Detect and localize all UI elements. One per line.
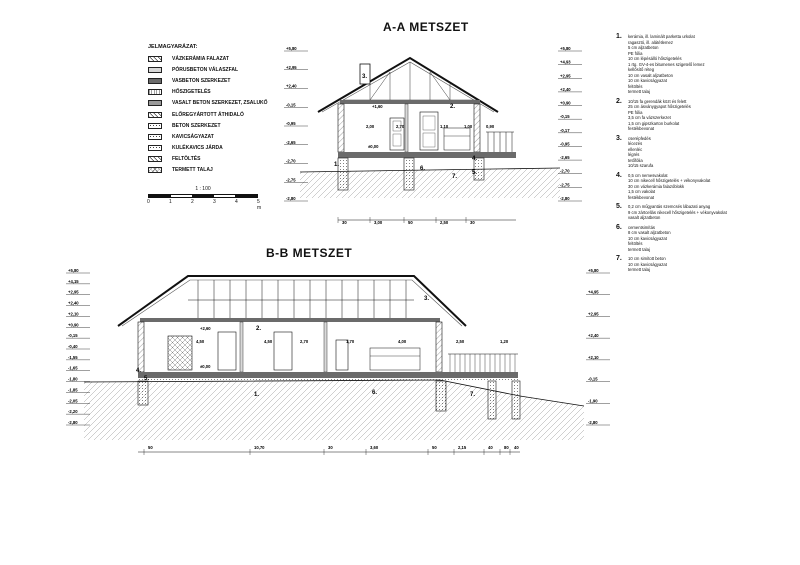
aa-bottom-dimension: 2,50 <box>440 220 449 225</box>
aa-section-marker: 7. <box>452 174 458 180</box>
scale-tick-label: 2 <box>191 199 194 205</box>
note-line: termett talaj <box>628 89 650 94</box>
note-line: 1,5 cm vakolat <box>628 189 655 194</box>
bb-bottom-dimension: 40 <box>488 445 493 450</box>
bb-room-dimension: 4,50 <box>264 339 273 344</box>
bb-wall-left <box>138 322 144 372</box>
note-block <box>616 225 796 253</box>
aa-level-left: -2,65 <box>286 139 296 145</box>
section-aa-title: A-A METSZET <box>383 20 469 34</box>
legend-label: ELŐREGYÁRTOTT ÁTHIDALÓ <box>172 111 244 118</box>
section-aa-drawing <box>300 58 560 220</box>
note-line: 30 cm vázkerámia falazóblokk <box>628 183 685 189</box>
bb-section-marker: 3. <box>424 296 430 302</box>
note-block <box>616 99 796 132</box>
section-bb-title: B-B METSZET <box>266 246 353 260</box>
aa-section-marker: 4. <box>472 156 478 162</box>
aa-room-level: ±0,00 <box>368 144 379 149</box>
scale-tick-label: 1 <box>169 199 172 205</box>
construction-notes <box>616 34 796 277</box>
bb-room-dimension: 2,50 <box>456 339 465 344</box>
aa-level-right: +5,80 <box>560 46 571 51</box>
bb-level-right: -2,80 <box>588 420 598 425</box>
aa-level-left: -2,70 <box>286 158 296 164</box>
note-line: 10 cm kavicságyazat <box>628 261 667 267</box>
bb-foundation-3 <box>488 381 496 419</box>
scale-tick-label: 5 m <box>257 199 262 211</box>
bb-door-1 <box>218 332 236 370</box>
scale-tick-label: 3 <box>213 199 216 205</box>
aa-section-marker: 5. <box>472 170 478 176</box>
aa-level-left: -0,15 <box>286 102 296 108</box>
aa-bottom-dimension: 50 <box>408 220 413 225</box>
bb-room-level: ±0,00 <box>200 364 211 369</box>
bb-garage-door <box>168 336 192 370</box>
note-line: ragasztó, ill. alátétlemez <box>628 39 673 45</box>
bb-level-left: -0,40 <box>68 344 78 349</box>
bb-section-marker: 6. <box>372 390 378 396</box>
note-line: 25 cm ásványgyapot hőszigetelés <box>628 104 691 109</box>
bb-bottom-dimension: 30 <box>328 445 333 450</box>
bb-level-left: +2,95 <box>68 289 79 295</box>
bb-bottom-dimension: 50 <box>432 445 437 450</box>
note-line: kellősítő réteg <box>628 67 655 72</box>
note-line: 10 cm nikecell hőszigetelés + vékonyvakolat <box>628 178 711 183</box>
bb-room-dimension: 4,00 <box>398 339 407 344</box>
bb-section-marker: 7. <box>470 392 476 398</box>
aa-room-dimension: 0,90 <box>486 124 495 129</box>
legend-label: VASALT BETON SZERKEZET, ZSALUKŐ <box>172 100 268 107</box>
scale-tick-label: 0 <box>147 199 150 205</box>
bb-room-dimension: 1,20 <box>500 339 509 344</box>
legend-label: PÓRUSBETON VÁLASZFAL <box>172 66 239 73</box>
legend-label: FELTÖLTÉS <box>172 156 201 163</box>
note-line: PE fólia <box>628 109 643 115</box>
aa-level-right: -2,65 <box>560 155 570 161</box>
aa-level-left: +5,80 <box>286 46 297 51</box>
aa-level-left: -0,95 <box>286 121 296 126</box>
aa-section-marker: 2. <box>450 104 456 110</box>
bb-level-right: -1,90 <box>588 398 598 404</box>
legend-label: BETON SZERKEZET <box>172 122 221 129</box>
aa-level-left: -2,75 <box>286 177 296 183</box>
note-line: 5 cm aljzatbeton <box>628 45 659 50</box>
bb-foundation-1 <box>138 381 148 405</box>
section-bb-drawing <box>84 276 584 452</box>
bb-level-left: +4,15 <box>68 278 79 284</box>
legend-label: HŐSZIGETELÉS <box>172 89 211 96</box>
note-number: 6. <box>616 223 622 231</box>
bb-section-marker: 1. <box>254 392 260 398</box>
aa-wall-right <box>474 104 480 152</box>
note-block <box>616 34 796 95</box>
aa-level-left: +2,95 <box>286 64 297 70</box>
note-number: 5. <box>616 203 622 210</box>
note-line: ellenléc <box>628 146 643 152</box>
note-line: 10 cm vasalt aljzatbeton <box>628 72 673 78</box>
note-line: termett talaj <box>628 246 650 252</box>
bb-level-left: +5,80 <box>68 268 79 273</box>
bb-level-left: +2,10 <box>68 311 79 317</box>
bb-ground <box>84 380 584 440</box>
bb-bottom-dimension: 2,15 <box>458 445 467 450</box>
aa-room-dimension: 1,00 <box>464 124 473 129</box>
aa-level-right: -2,75 <box>560 182 570 188</box>
aa-level-right: -2,80 <box>560 196 570 201</box>
note-line: feltöltés <box>628 83 643 89</box>
note-number: 1. <box>616 33 622 40</box>
note-line: cementsimítás <box>628 224 655 230</box>
bb-level-right: +5,80 <box>588 268 599 273</box>
aa-section-marker: 3. <box>362 74 368 80</box>
note-line: termett talaj <box>628 267 650 272</box>
bb-section-marker: 4. <box>136 368 142 374</box>
bb-foundation-2 <box>436 381 446 411</box>
note-line: vasalt aljzatbeton <box>628 215 661 220</box>
bb-level-left: -2,05 <box>68 398 78 404</box>
aa-level-right: +2,95 <box>560 73 571 79</box>
bb-level-left: -2,80 <box>68 420 78 425</box>
aa-bottom-dimension: 3,00 <box>374 220 383 225</box>
note-line: cserépfedés <box>628 135 651 141</box>
aa-room-dimension: 2,00 <box>366 124 375 129</box>
bb-level-right: +4,95 <box>588 289 599 295</box>
aa-bottom-dimension: 30 <box>342 220 347 225</box>
aa-ceiling <box>340 100 480 104</box>
legend-label: VASBETON SZERKEZET <box>172 77 231 84</box>
note-line: 1 rtg. GV-4-es bitumenes szigetelő lemez <box>628 61 705 67</box>
note-line: 10/15 fa gerendák közt és felett <box>628 98 687 104</box>
note-line: 8 cm vasalt aljzatbeton <box>628 230 671 235</box>
scale-label: 1 : 100 <box>195 186 211 192</box>
aa-foundation-2 <box>404 158 414 190</box>
bb-level-left: -1,85 <box>68 387 78 393</box>
legend-label: VÁZKERÁMIA FALAZAT <box>172 55 229 62</box>
note-line: légrés <box>628 152 640 157</box>
legend-label: KULÉKAVICS JÁRDA <box>172 145 223 152</box>
aa-foundation-1 <box>338 158 348 190</box>
note-number: 7. <box>616 255 622 262</box>
bb-bottom-dimension: 3,60 <box>370 445 379 450</box>
bb-bottom-dimension: 80 <box>504 445 509 450</box>
bb-level-right: +2,95 <box>588 311 599 317</box>
note-line: tetőfólia <box>628 157 643 163</box>
note-line: PE fólia <box>628 50 643 56</box>
aa-room-dimension: 2,70 <box>396 124 405 129</box>
aa-level-left: +2,40 <box>286 83 297 89</box>
note-block <box>616 256 796 273</box>
bb-level-left: -1,65 <box>68 365 78 371</box>
note-line: kerámia, ill. laminált parketta urkolat <box>628 34 695 39</box>
note-line: festékbevonat <box>628 194 655 200</box>
bb-level-right: +2,40 <box>588 333 599 339</box>
note-line: 0,2 cm műgyantás szemcsés lábazati anyag <box>628 204 711 209</box>
note-number: 3. <box>616 134 622 142</box>
bb-bottom-dimension: 50 <box>148 445 153 450</box>
bb-level-left: -0,15 <box>68 333 78 339</box>
aa-level-right: +2,40 <box>560 86 571 92</box>
bb-floor-slab <box>138 372 518 378</box>
bb-room-dimension: 2,70 <box>300 339 309 344</box>
note-block <box>616 173 796 201</box>
aa-level-right: -2,70 <box>560 168 570 174</box>
note-number: 4. <box>616 171 622 179</box>
aa-floor-slab <box>338 152 516 158</box>
aa-door-2 <box>420 112 438 150</box>
note-line: lécezés <box>628 141 643 146</box>
aa-level-right: -0,95 <box>560 141 570 147</box>
note-line: 10 cm lépésálló hőszigetelés <box>628 56 682 61</box>
aa-room-dimension: 1,10 <box>440 124 449 129</box>
bb-foundation-4 <box>512 381 520 419</box>
note-line: 10 cm kavicságyazat <box>628 235 667 241</box>
aa-level-right: -0,15 <box>560 114 570 120</box>
legend-label: KAVICSÁGYAZAT <box>172 133 214 140</box>
note-line: 10 cm simított beton <box>628 256 666 261</box>
bb-wall-right <box>436 322 442 372</box>
bb-bottom-dimension: 40 <box>514 445 519 450</box>
bb-section-marker: 5. <box>144 376 150 382</box>
legend-label: TERMETT TALAJ <box>172 167 213 174</box>
bb-level-right: +2,10 <box>588 354 599 360</box>
aa-level-left: -2,80 <box>286 196 296 201</box>
bb-level-left: +2,40 <box>68 300 79 306</box>
note-line: 10/15 szarufa <box>628 163 654 168</box>
scale-tick-label: 4 <box>235 199 238 205</box>
note-block <box>616 136 796 169</box>
note-line: 1,5 cm gipszkarton burkolat <box>628 120 680 126</box>
bb-level-left: -1,55 <box>68 354 78 360</box>
note-line: feltöltés <box>628 241 643 246</box>
note-number: 2. <box>616 97 622 105</box>
bb-level-left: -1,80 <box>68 376 78 382</box>
aa-bottom-dimension: 30 <box>470 220 475 225</box>
bb-room-level: +2,60 <box>200 326 211 331</box>
note-line: festékbevonat <box>628 126 655 131</box>
bb-level-left: +0,90 <box>68 322 79 328</box>
note-block <box>616 204 796 221</box>
aa-room-level: +1,60 <box>372 104 383 109</box>
aa-level-right: +4,93 <box>560 59 571 65</box>
bb-door-2 <box>274 332 292 370</box>
bb-level-right: -0,15 <box>588 376 598 382</box>
aa-section-marker: 6. <box>420 166 426 172</box>
legend-heading: JELMAGYARÁZAT: <box>148 44 198 50</box>
aa-level-right: -0,17 <box>560 127 570 133</box>
bb-room-dimension: 1,70 <box>346 339 355 344</box>
bb-level-left: -2,20 <box>68 409 78 415</box>
note-line: 10 cm kavicságyazat <box>628 78 667 83</box>
bb-bottom-dimension: 10,70 <box>254 445 265 450</box>
note-line: 9 cm zártcellás nikecell hőszigetelés + vékonyvakolat <box>628 209 727 215</box>
aa-section-marker: 1. <box>334 162 340 168</box>
bb-section-marker: 2. <box>256 326 262 332</box>
bb-room-dimension: 4,50 <box>196 339 205 344</box>
note-line: 3,5 cm fa vázszerkezet <box>628 115 671 120</box>
bb-door-3 <box>336 340 348 370</box>
aa-level-right: +0,90 <box>560 100 571 106</box>
bb-ceiling <box>140 318 440 322</box>
aa-wall-left <box>338 104 344 152</box>
note-line: 0,5 cm nemesvakolat <box>628 172 668 178</box>
